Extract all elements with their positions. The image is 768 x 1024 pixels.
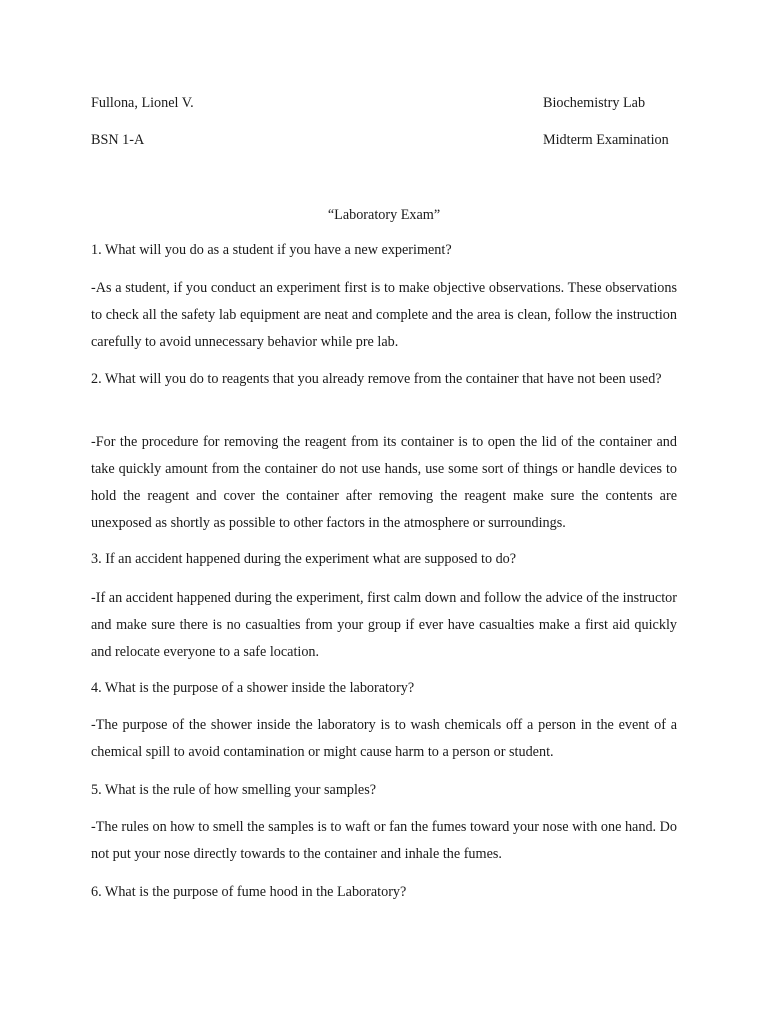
question-6: 6. What is the purpose of fume hood in the Laboratory?: [91, 884, 407, 900]
question-2: 2. What will you do to reagents that you already remove from the container that have not been used?: [91, 371, 662, 387]
question-1: 1. What will you do as a student if you have a new experiment?: [91, 242, 452, 258]
student-section: BSN 1-A: [91, 132, 145, 148]
header-row-2: [91, 130, 677, 150]
answer-1: -As a student, if you conduct an experiment first is to make objective observations. These observations to check all the safety lab equipment are neat and complete and the area is clean, follow the instruction carefully to avoid unnecessary behavior while pre lab.: [91, 280, 677, 350]
question-5: 5. What is the rule of how smelling your samples?: [91, 782, 377, 798]
course-name: Biochemistry Lab: [543, 95, 646, 111]
student-name: Fullona, Lionel V.: [91, 95, 194, 111]
exam-name: Midterm Examination: [543, 132, 669, 148]
question-3: 3. If an accident happened during the experiment what are supposed to do?: [91, 551, 517, 567]
answer-3: -If an accident happened during the experiment, first calm down and follow the advice of the instructor and make sure there is no casualties from your group if ever have casualties make a first aid quickly and relocate everyone to a safe location.: [91, 590, 677, 660]
header-row-1: [91, 93, 677, 113]
answer-4: -The purpose of the shower inside the laboratory is to wash chemicals off a person in the event of a chemical spill to avoid contamination or might cause harm to a person or student.: [91, 717, 677, 760]
question-4: 4. What is the purpose of a shower inside the laboratory?: [91, 680, 415, 696]
answer-2: -For the procedure for removing the reagent from its container is to open the lid of the container and take quickly amount from the container do not use hands, use some sort of things or handle devices to hold the reagent and cover the container after removing the reagent make sure the contents are unexposed as shortly as possible to other factors in the atmosphere or surroundings.: [91, 434, 677, 531]
answer-5: -The rules on how to smell the samples is to waft or fan the fumes toward your nose with one hand. Do not put your nose directly towards to the container and inhale the fumes.: [91, 819, 677, 862]
document-title: “Laboratory Exam”: [327, 207, 441, 223]
